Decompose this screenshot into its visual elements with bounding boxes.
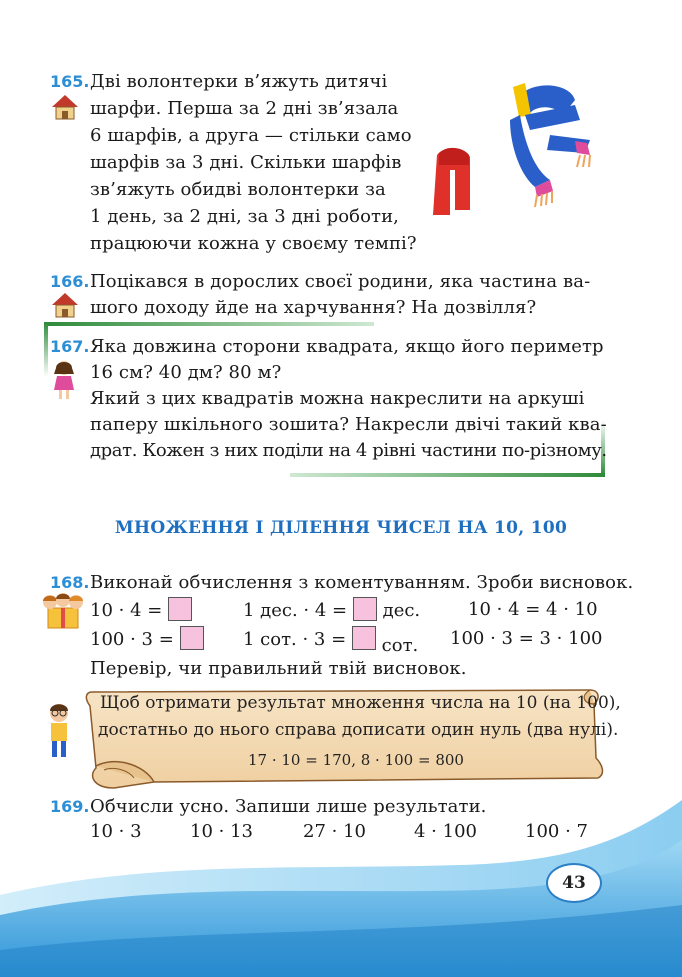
problem-166-line-1: Поцікався в дорослих своєї родини, яка частина ва- xyxy=(90,271,591,292)
girl-icon xyxy=(52,360,76,400)
problem-169-number: 169. xyxy=(50,797,90,816)
calc-r2c1: 100 · 3 = xyxy=(90,626,204,653)
boy-icon xyxy=(44,702,74,760)
problem-165-line-3: 6 шарфів, а друга — стільки само xyxy=(90,125,412,146)
frame-bottom-bar xyxy=(290,473,605,477)
calc-r2c2: 1 сот. · 3 = сот. xyxy=(243,626,418,653)
answer-box[interactable] xyxy=(352,626,376,650)
home-icon xyxy=(50,291,80,319)
p169-item-4: 4 · 100 xyxy=(414,821,477,842)
calc-r1c1: 10 · 4 = xyxy=(90,597,192,624)
problem-165-line-1: Дві волонтерки в’яжуть дитячі xyxy=(90,71,388,92)
scarves-illustration xyxy=(425,75,600,225)
answer-box[interactable] xyxy=(180,626,204,650)
problem-165-line-5: зв’яжуть обидві волонтерки за xyxy=(90,179,386,200)
rule-example: 17 · 10 = 170, 8 · 100 = 800 xyxy=(248,751,464,769)
answer-box[interactable] xyxy=(353,597,377,621)
problem-167-number: 167. xyxy=(50,337,90,356)
section-heading: МНОЖЕННЯ І ДІЛЕННЯ ЧИСЕЛ НА 10, 100 xyxy=(114,518,568,538)
frame-top-bar xyxy=(44,322,374,326)
p169-item-5: 100 · 7 xyxy=(525,821,588,842)
calc-r2c3: 100 · 3 = 3 · 100 xyxy=(450,628,603,649)
problem-168-number: 168. xyxy=(50,573,90,592)
problem-167-line-3: Який з цих квадратів можна накреслити на аркуші xyxy=(90,388,585,409)
problem-165-line-4: шарфів за 3 дні. Скільки шарфів xyxy=(90,152,402,173)
problem-165-number: 165. xyxy=(50,72,90,91)
problem-166-line-2: шого доходу йде на харчування? На дозвілля? xyxy=(90,297,537,318)
problem-168-check: Перевір, чи правильний твій висновок. xyxy=(90,658,467,679)
problem-167-line-2: 16 см? 40 дм? 80 м? xyxy=(90,362,282,383)
calc-r1c3: 10 · 4 = 4 · 10 xyxy=(468,599,598,620)
answer-box[interactable] xyxy=(168,597,192,621)
frame-left-bar xyxy=(44,322,48,377)
p169-item-1: 10 · 3 xyxy=(90,821,142,842)
p169-item-2: 10 · 13 xyxy=(190,821,253,842)
problem-166-number: 166. xyxy=(50,272,90,291)
rule-line-1: Щоб отримати результат множення числа на 10 (на 100), xyxy=(100,693,621,713)
kids-gift-icon xyxy=(38,592,86,630)
problem-169-intro: Обчисли усно. Запиши лише результати. xyxy=(90,796,487,817)
calc-r1c2: 1 дес. · 4 = дес. xyxy=(243,597,420,624)
problem-167-line-5: драт. Кожен з них поділи на 4 рівні частини по-різному. xyxy=(90,440,607,461)
problem-165-line-7: працюючи кожна у своєму темпі? xyxy=(90,233,417,254)
page-number: 43 xyxy=(546,863,602,903)
problem-165-line-2: шарфи. Перша за 2 дні зв’язала xyxy=(90,98,399,119)
rule-line-2: достатньо до нього справа дописати один нуль (два нулі). xyxy=(98,720,619,740)
home-icon xyxy=(50,93,80,121)
problem-167-line-1: Яка довжина сторони квадрата, якщо його периметр xyxy=(90,336,604,357)
problem-167-line-4: паперу шкільного зошита? Накресли двічі такий ква- xyxy=(90,414,607,435)
p169-item-3: 27 · 10 xyxy=(303,821,366,842)
problem-165-line-6: 1 день, за 2 дні, за 3 дні роботи, xyxy=(90,206,399,227)
problem-168-intro: Виконай обчислення з коментуванням. Зроби висновок. xyxy=(90,572,634,593)
